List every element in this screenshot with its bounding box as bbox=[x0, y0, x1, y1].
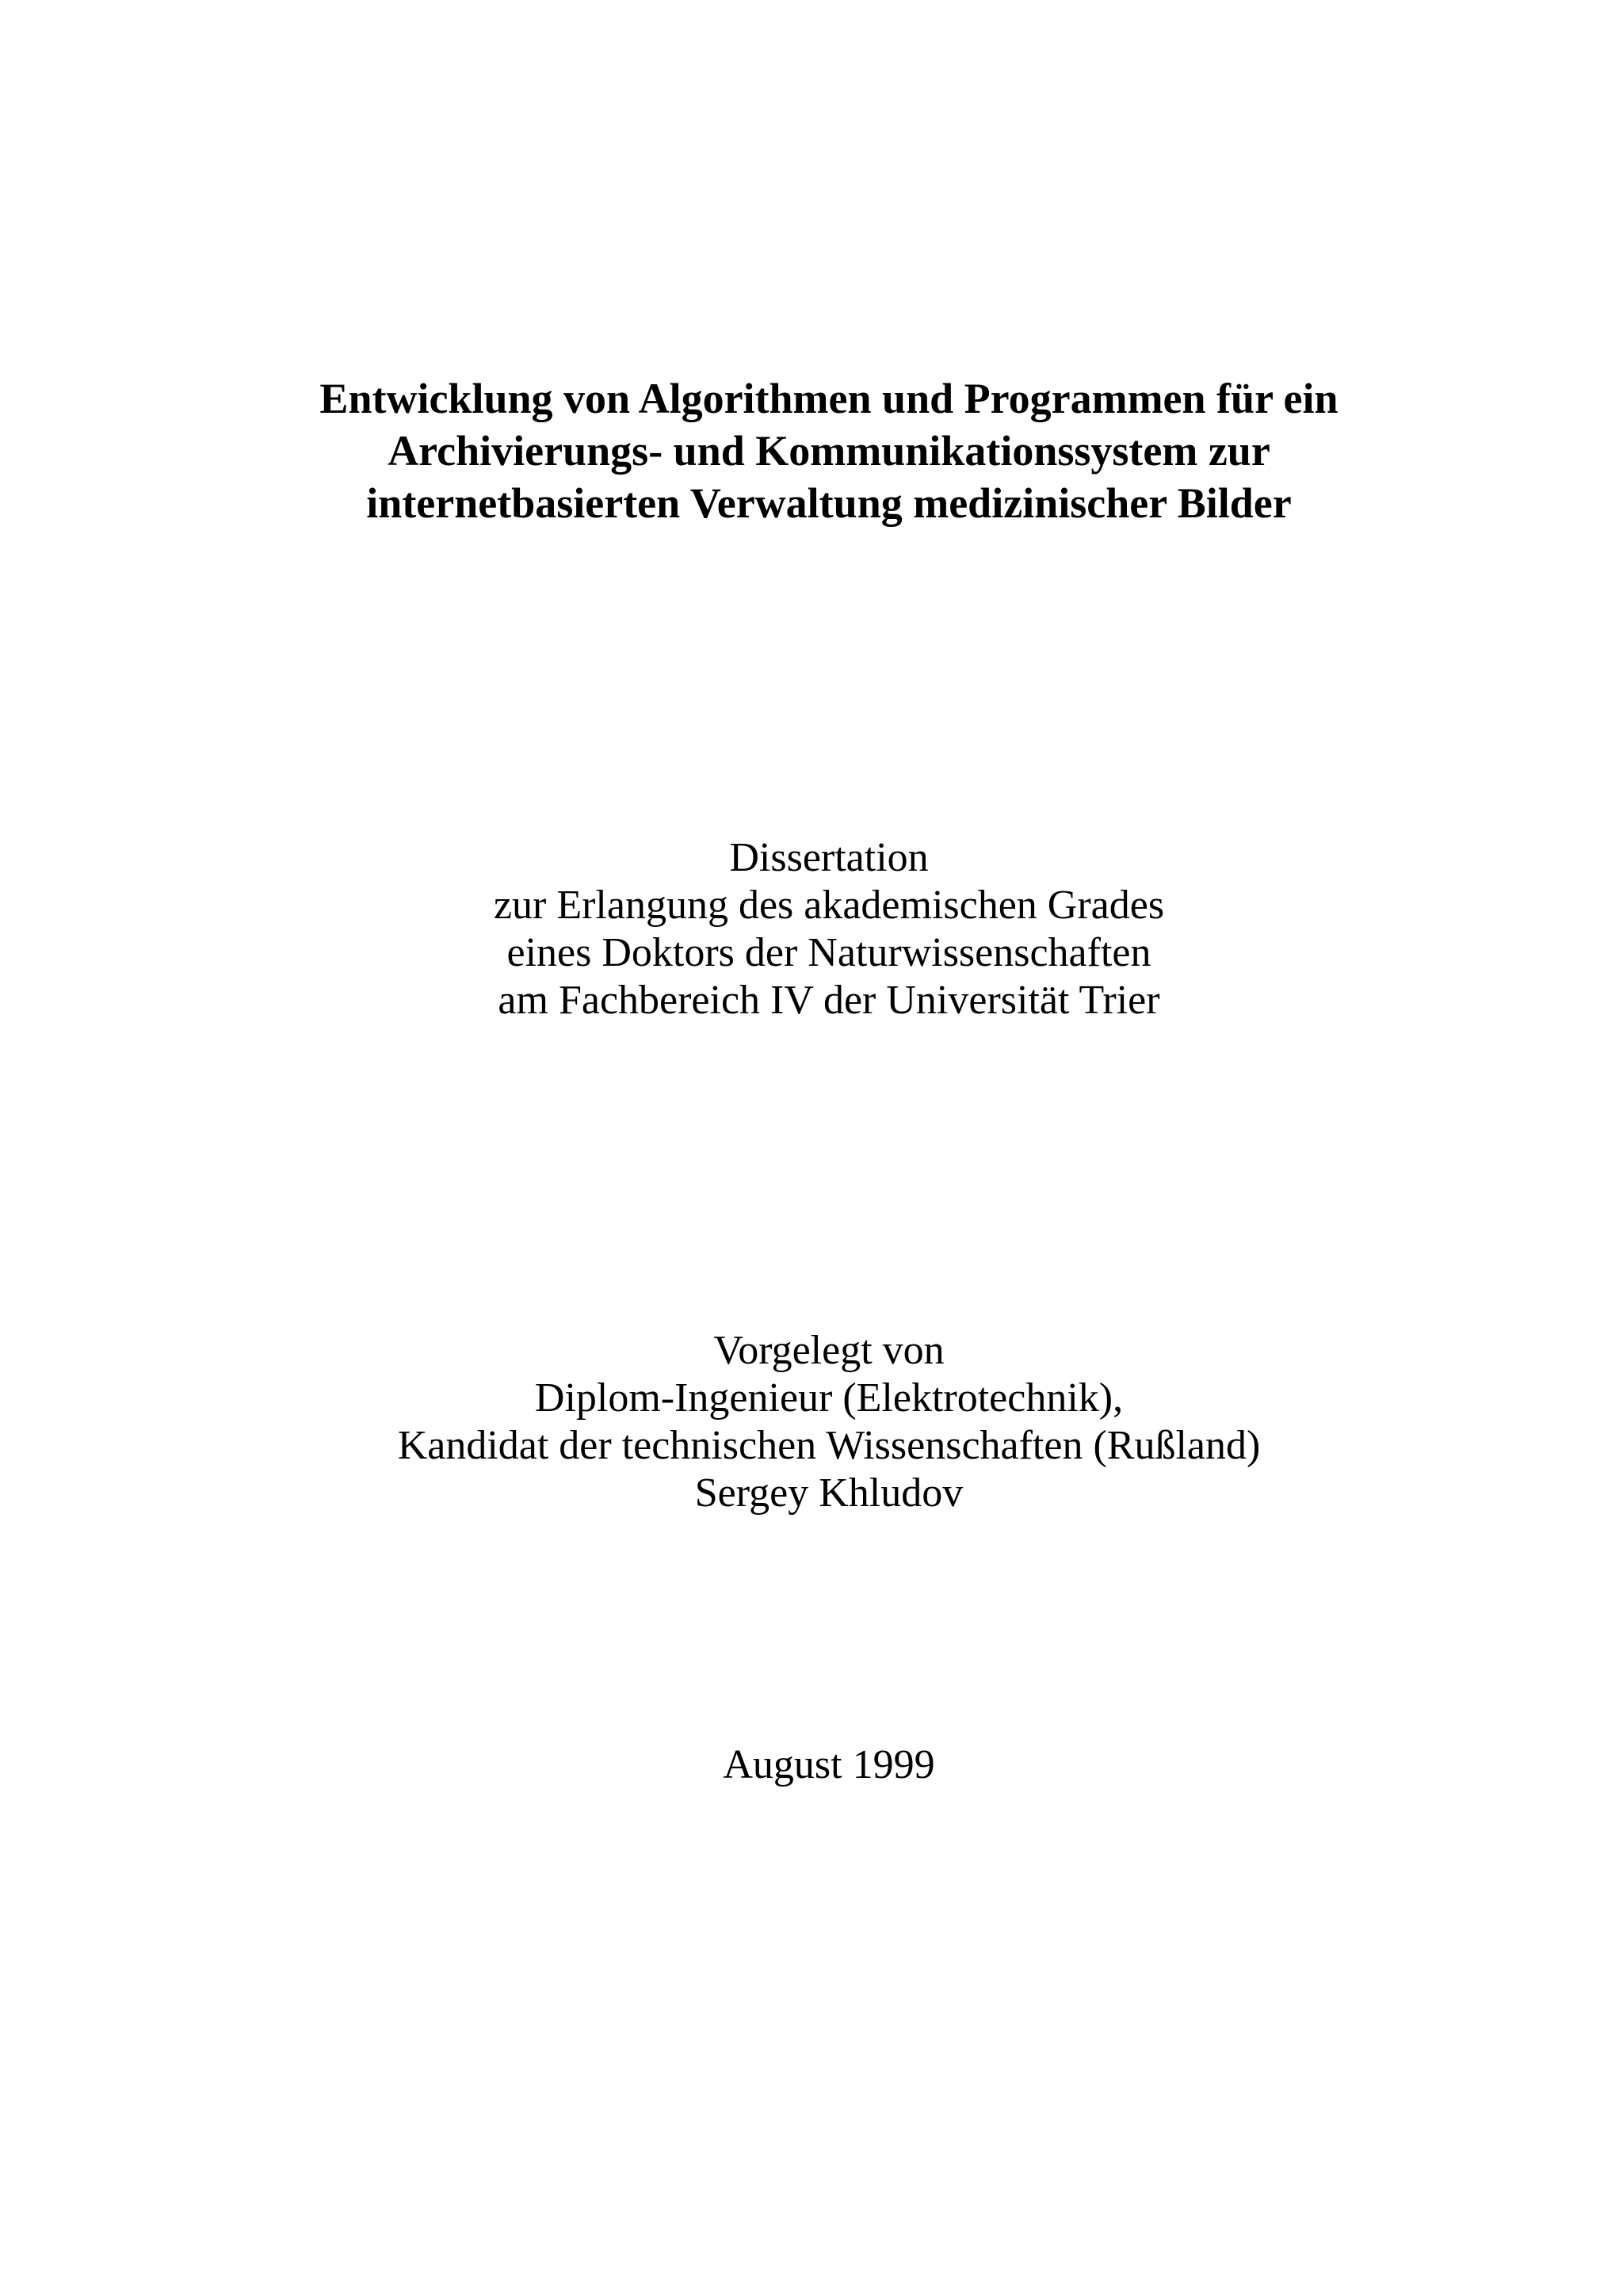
dissertation-statement bbox=[0, 834, 1623, 1024]
title-line-1: Entwicklung von Algorithmen und Programmen für ein bbox=[319, 375, 1338, 422]
dissertation-line-3: eines Doktors der Naturwissenschaften bbox=[506, 930, 1151, 975]
date-text: August 1999 bbox=[723, 1742, 935, 1787]
author-line-3: Kandidat der technischen Wissenschaften (Rußland) bbox=[397, 1423, 1261, 1468]
submission-date bbox=[0, 1741, 1623, 1789]
dissertation-line-2: zur Erlangung des akademischen Grades bbox=[493, 883, 1165, 928]
title-line-3: internetbasierten Verwaltung medizinischer Bilder bbox=[366, 479, 1292, 527]
author-block bbox=[0, 1327, 1623, 1517]
author-line-1: Vorgelegt von bbox=[713, 1328, 945, 1373]
author-line-2: Diplom-Ingenieur (Elektrotechnik), bbox=[534, 1375, 1124, 1421]
dissertation-line-1: Dissertation bbox=[729, 835, 929, 880]
thesis-title bbox=[0, 372, 1623, 529]
dissertation-line-4: am Fachbereich IV der Universität Trier bbox=[498, 978, 1160, 1023]
title-line-2: Archivierungs- und Kommunikationssystem zur bbox=[388, 427, 1270, 475]
author-name: Sergey Khludov bbox=[694, 1470, 964, 1516]
